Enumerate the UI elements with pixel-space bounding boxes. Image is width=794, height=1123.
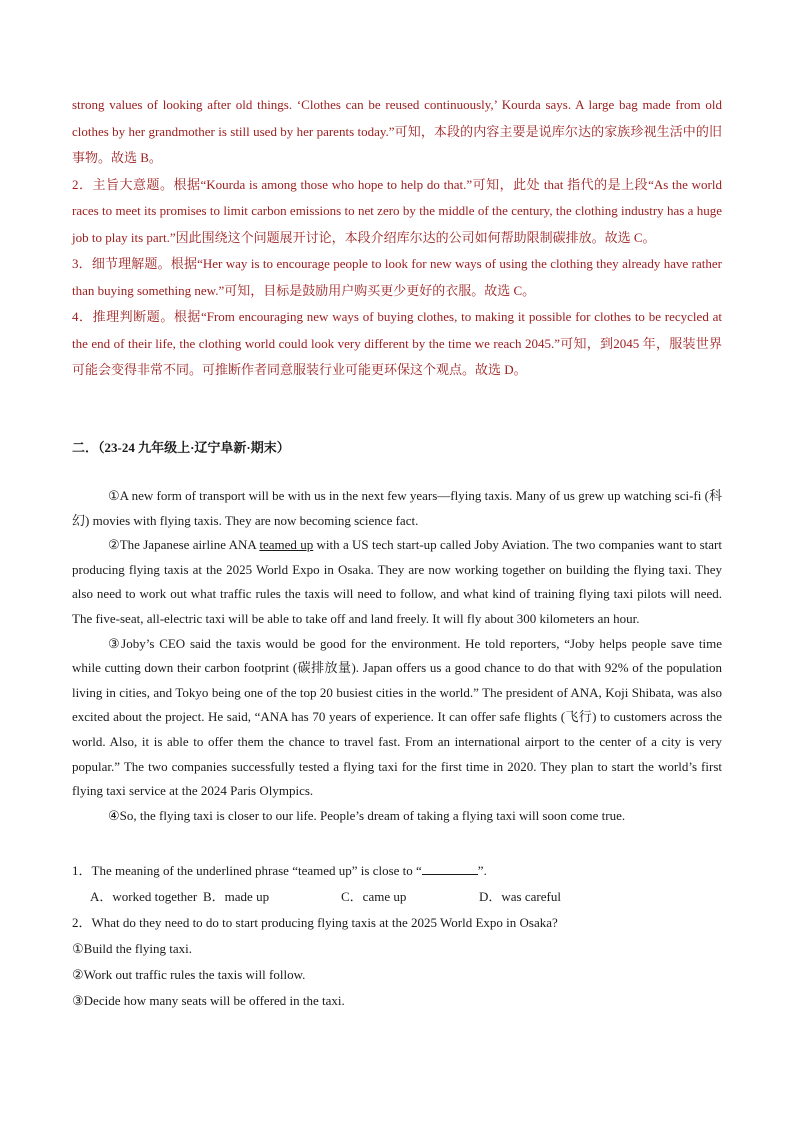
section-heading: 二．（23-24 九年级上·辽宁阜新·期末） (72, 440, 290, 455)
answer-blank (422, 860, 478, 875)
passage-paragraph-1: ①A new form of transport will be with us in the next few years—flying taxis. Many of us grew up watching sci-fi (科幻) movies with flying taxis. They are now becoming science fact. (72, 488, 722, 528)
option-d[interactable]: D．was careful (479, 889, 561, 904)
option-b[interactable]: B．made up (203, 889, 270, 904)
answer-explanation-1: strong values of looking after old things. ‘Clothes can be reused continuously,’ Kourda says. A large bag made from old clothes by her grandmother is still used by her parents today.”可知，本段的内容主要是说库尔达的家族珍视生活中的旧事物。故选 B。 (72, 97, 722, 165)
passage-paragraph-2-rest: with a US tech start-up called Joby Aviation. The two companies want to start producing flying taxis at the 2025 World Expo in Osaka. They are now working together on building the flying taxi. They also need to work out what traffic rules the taxis will need to follow, and what kind of training flying taxi pilots will need. The five-seat, all-electric taxi will be able to take off and land freely. It will fly about 300 kilometers an hour. (72, 537, 722, 626)
question-2-item-3: ③Decide how many seats will be offered in the taxi. (72, 993, 345, 1008)
answer-explanation-3: 3．细节理解题。根据“Her way is to encourage people to look for new ways of using the clothing they already have rather than buying something new.”可知，目标是鼓励用户购买更少更好的衣服。故选 C。 (72, 256, 722, 298)
questions (72, 858, 722, 1014)
passage-paragraph-2 (72, 533, 722, 631)
answer-explanation-4: 4．推理判断题。根据“From encouraging new ways of buying clothes, to making it possible for clothes to be recycled at the end of their life, the clothing world could look very different by the time we reach 2045.”可知，到2045 年，服装世界可能会变得非常不同。可推断作者同意服装行业可能更环保这个观点。故选 D。 (72, 309, 722, 377)
question-2-item-1: ①Build the flying taxi. (72, 941, 192, 956)
question-2-item-2: ②Work out traffic rules the taxis will follow. (72, 967, 306, 982)
passage-paragraph-2-start: ②The Japanese airline ANA (108, 537, 260, 553)
answer-explanation-2: 2．主旨大意题。根据“Kourda is among those who hope to help do that.”可知，此处 that 指代的是上段“As the world races to meet its promises to limit carbon emissions to net zero by the middle of the century, the clothing industry has a huge job to play its part.”因此围绕这个问题展开讨论，本段介绍库尔达的公司如何帮助限制碳排放。故选 C。 (72, 176, 722, 245)
question-1-stem: 1．The meaning of the underlined phrase “teamed up” is close to “ ”. (72, 858, 722, 884)
underlined-phrase: teamed up (259, 537, 314, 553)
passage-paragraph-4: ④So, the flying taxi is closer to our life. People’s dream of taking a flying taxi will soon come true. (108, 807, 626, 823)
option-a[interactable]: A．worked together (90, 889, 198, 904)
passage-paragraph-3: ③Joby’s CEO said the taxis would be good for the environment. He told reporters, “Joby helps people save time while cutting down their carbon footprint (碳排放量). Japan offers us a good chance to do that with 92% of the population living in cities, and Tokyo being one of the top 20 busiest cities in the world.” The president of ANA, Koji Shibata, was also excited about the project. He said, “ANA has 70 years of experience. It can offer safe flights (飞行) to customers across the world. Also, it is able to offer them the chance to travel fast. From an international airport to the center of a city is very popular.” The two companies successfully tested a flying taxi for the first time in 2020. They plan to start the world’s first flying taxi service at the 2024 Paris Olympics. (72, 635, 722, 799)
option-c[interactable]: C．came up (341, 889, 407, 904)
question-1-options (72, 884, 722, 910)
answer-explanations (72, 92, 722, 384)
question-2-stem: 2．What do they need to do to start producing flying taxis at the 2025 World Expo in Osaka? (72, 915, 558, 930)
reading-passage (72, 484, 722, 828)
